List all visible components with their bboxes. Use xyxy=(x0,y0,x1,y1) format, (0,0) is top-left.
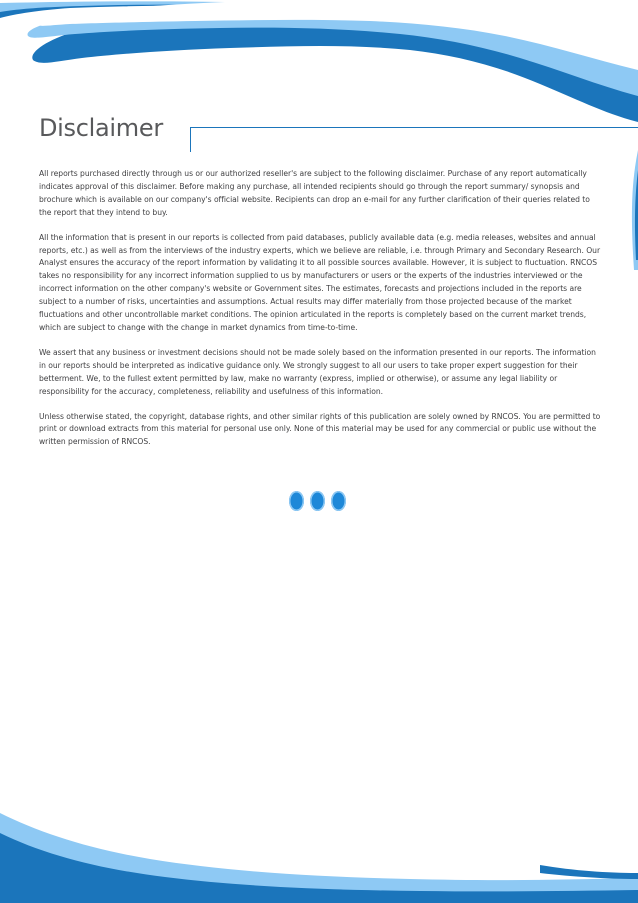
bottom-wave-decoration xyxy=(0,793,638,903)
disclaimer-paragraph-3: We assert that any business or investment decisions should not be made solely based on the information presented in our reports. The information in our reports should be interpreted as indicative guidance only. We strongly suggest to all our users to take proper expert suggestion for their betterment. We, to the fullest extent permitted by law, make no warranty (express, implied or otherwise), or assume any legal liability or responsibility for the accuracy, completeness, reliability and usefulness of this information. xyxy=(39,347,596,396)
heading-row xyxy=(39,112,638,152)
disclaimer-content xyxy=(39,168,601,461)
disclaimer-paragraph-1: All reports purchased directly through us or our authorized reseller's are subject to the following disclaimer. Purchase of any report automatically indicates approval of this disclaimer. Before making any purchase, all intended recipients should go through the report summary/ synopsis and brochure which is available on our company's official website. Recipients can drop an e-mail for any further clarification of their queries related to the report that they intend to buy. xyxy=(39,169,590,217)
right-edge-decoration xyxy=(626,150,638,270)
heading-divider xyxy=(190,127,638,152)
page-title: Disclaimer xyxy=(39,114,163,142)
dot-icon xyxy=(310,491,325,511)
disclaimer-paragraph-4: Unless otherwise stated, the copyright, database rights, and other similar rights of this publication are solely owned by RNCOS. You are permitted to print or download extracts from this material for personal use only. None of this material may be used for any commercial or public use without the written permission of RNCOS. xyxy=(39,411,601,447)
disclaimer-paragraph-2: All the information that is present in our reports is collected from paid databases, publicly available data (e.g. media releases, websites and annual reports, etc.) as well as from the interviews of the industry experts, which we believe are reliable, i.e. through Primary and Secondary Research. Our Analyst ensures the accuracy of the report information by validating it to all possible sources available. However, it is subject to fluctuation. RNCOS takes no responsibility for any incorrect information supplied to us by manufacturers or users or the experts of the industries interviewed or the incorrect information on the other company's website or Government sites. The estimates, forecasts and projections included in the reports are subject to a number of risks, uncertainties and assumptions. Actual results may differ materially from those projected because of the market fluctuations and other uncontrollable market conditions. The opinion articulated in the reports is completely based on the current market trends, which are subject to change with the change in market dynamics from time-to-time. xyxy=(39,232,601,332)
three-dots-icon xyxy=(289,491,349,511)
dot-icon xyxy=(289,491,304,511)
bottom-wave-accent-icon xyxy=(540,865,638,879)
dot-icon xyxy=(331,491,346,511)
